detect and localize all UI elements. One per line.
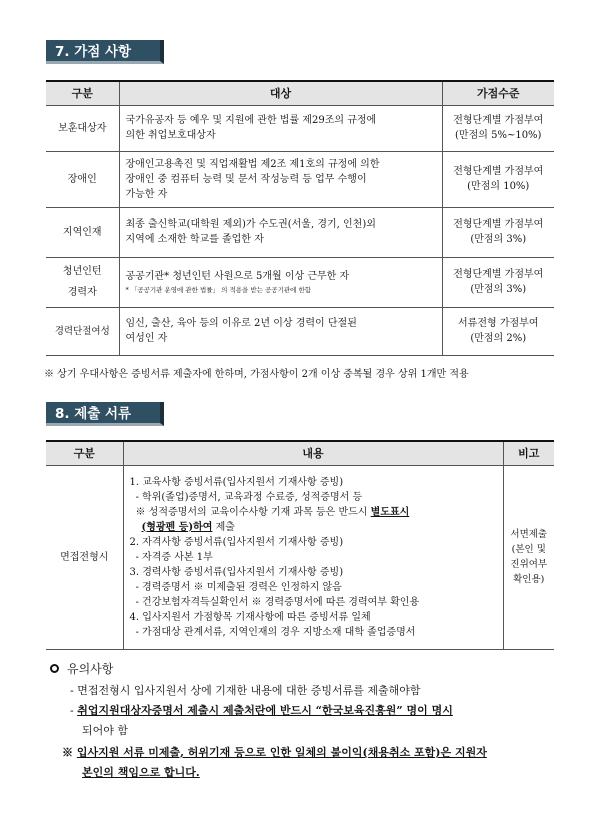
list-item: 1. 교육사항 증빙서류(입사지원서 기재사항 증빙) [129,476,344,488]
row-level: 서류전형 가점부여 (만점의 2%) [442,307,554,355]
section-7-heading [46,40,164,64]
caution-line-1: - 면접전형시 입사지원서 상에 기재한 내용에 대한 증빙서류를 제출해야함 [70,684,421,697]
caution-line-3-cont: 본인의 책임으로 합니다. [82,766,200,779]
list-item: - 가점대상 관계서류, 지역인재의 경우 지방소재 대학 졸업증명서 [135,626,416,638]
row-level: 전형단계별 가점부여 (만점의 10%) [442,151,554,207]
row-target-footnote: * 「공공기관 운영에 관한 법률」 의 적용을 받는 공공기관에 한함 [125,285,312,294]
row-target: 장애인고용촉진 및 직업재활법 제2조 제1호의 규정에 의한 장애인 중 컴퓨터 능력 및 문서 작성능력 등 업무 수행이 가능한 자 [119,151,442,207]
table-row [46,257,554,307]
table-row [46,151,554,207]
caution-line-3: ※ 입사지원 서류 미제출, 허위기재 등으로 인한 일체의 불이익(채용취소 포함)은 지원자 [62,746,487,759]
table-row [46,465,554,649]
circle-bullet-icon [50,664,59,673]
row-category: 지역인재 [46,207,119,257]
header-target: 대상 [119,81,442,105]
section-7-title: 7. 가점 사항 [46,40,164,64]
bonus-points-table [46,80,554,356]
table-header-row [46,441,554,465]
row-category: 장애인 [46,151,119,207]
caution-heading: 유의사항 [50,660,113,677]
header-level: 가점수준 [442,81,554,105]
row-target: 최종 출신학교(대학원 제외)가 수도권(서울, 경기, 인천)외 지역에 소재한 학교를 졸업한 자 [119,207,442,257]
section-8-title: 8. 제출 서류 [46,402,164,426]
list-item: 2. 자격사항 증빙서류(입사지원서 기재사항 증빙) [129,536,344,548]
list-item: - 자격증 사본 1부 [135,551,213,563]
row-category: 면접전형시 [46,465,123,649]
list-item: - 건강보험자격득실확인서 ※ 경력증명서에 따른 경력여부 확인용 [135,596,420,608]
row-target: 공공기관* 청년인턴 사원으로 5개월 이상 근무한 자 * 「공공기관 운영에 관한 법률」 의 적용을 받는 공공기관에 한함 [119,257,442,307]
row-content [123,465,503,649]
header-category: 구분 [46,81,119,105]
caution-line-2: - 취업지원대상자증명서 제출시 제출처란에 반드시 “한국보육진흥원” 명이 명시 [70,704,453,717]
list-item: ※ 성적증명서의 교육이수사항 기재 과목 등은 반드시 별도표시 [135,506,410,518]
list-item: 3. 경력사항 증빙서류(입사지원서 기재사항 증빙) [129,566,344,578]
table-row [46,105,554,151]
caution-line-2-cont: 되어야 함 [82,724,129,737]
list-item: - 학위(졸업)증명서, 교육과정 수료증, 성적증명서 등 [135,491,363,503]
row-category: 청년인턴 경력자 [46,257,119,307]
header-content: 내용 [123,441,503,465]
row-level: 전형단계별 가점부여 (만점의 3%) [442,207,554,257]
row-target: 임신, 출산, 육아 등의 이유로 2년 이상 경력이 단절된 여성인 자 [119,307,442,355]
list-item: - 경력증명서 ※ 미제출된 경력은 인정하지 않음 [135,581,342,593]
header-remark: 비고 [503,441,554,465]
list-item: (형광펜 등)하여 제출 [141,521,235,533]
row-category: 경력단절여성 [46,307,119,355]
row-category: 보훈대상자 [46,105,119,151]
header-category: 구분 [46,441,123,465]
row-level: 전형단계별 가점부여 (만점의 5%~10%) [442,105,554,151]
row-target: 국가유공자 등 예우 및 지원에 관한 법률 제29조의 규정에 의한 취업보호대상자 [119,105,442,151]
table-header-row [46,81,554,105]
table-row [46,307,554,355]
documents-table [46,440,554,650]
bonus-note: ※ 상기 우대사항은 증빙서류 제출자에 한하며, 가점사항이 2개 이상 중복될 경우 상위 1개만 적용 [44,369,469,380]
list-item: 4. 입사지원서 가점항목 기재사항에 따른 증빙서류 일체 [129,611,371,623]
row-remark: 서면제출 (본인 및 진위여부 확인용) [503,465,554,649]
row-level: 전형단계별 가점부여 (만점의 3%) [442,257,554,307]
table-row [46,207,554,257]
section-8-heading [46,402,164,426]
